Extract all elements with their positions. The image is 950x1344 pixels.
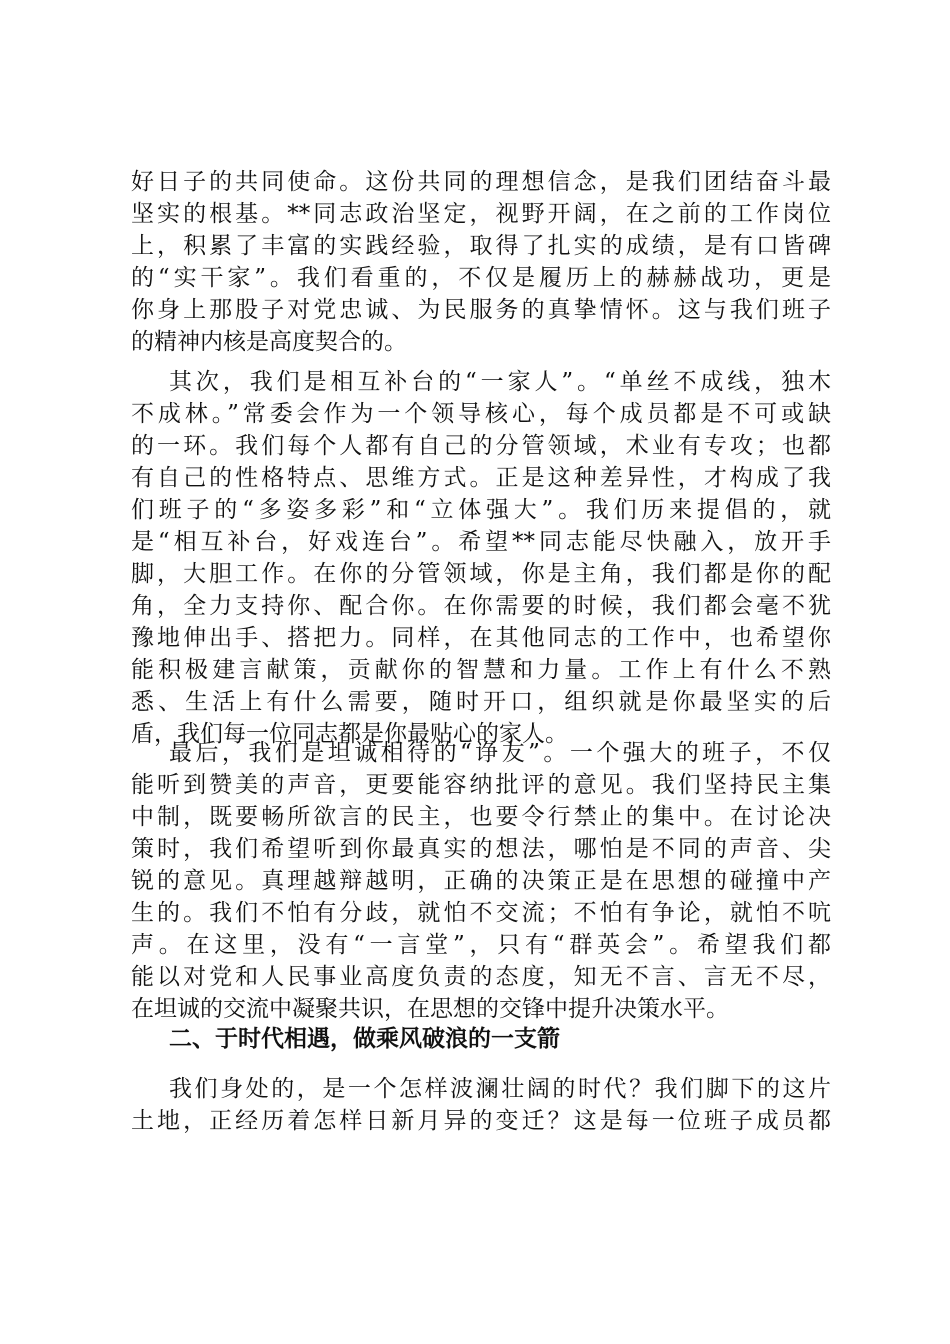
paragraph-line: 在坦诚的交流中凝聚共识，在思想的交锋中提升决策水平。 (131, 996, 729, 1022)
paragraph-line: 生的。我们不怕有分歧，就怕不交流；不怕有争论，就怕不吭 (131, 900, 831, 926)
paragraph-line: 你身上那股子对党忠诚、为民服务的真挚情怀。这与我们班子 (131, 297, 831, 323)
paragraph-one-family (131, 366, 831, 750)
paragraph-line: 坚实的根基。**同志政治坚定，视野开阔，在之前的工作岗位 (131, 201, 831, 227)
paragraph-line: 能听到赞美的声音，更要能容纳批评的意见。我们坚持民主集 (131, 772, 831, 798)
paragraph-shared-mission (131, 166, 831, 358)
section-heading-text: 二、于时代相遇，做乘风破浪的一支箭 (169, 1026, 560, 1052)
paragraph-line: 最后，我们是坦诚相待的“诤友”。一个强大的班子，不仅 (169, 740, 831, 766)
paragraph-line: 脚，大胆工作。在你的分管领域，你是主角，我们都是你的配 (131, 561, 831, 587)
paragraph-line: 的精神内核是高度契合的。 (131, 329, 407, 355)
paragraph-line: 是“相互补台，好戏连台”。希望**同志能尽快融入，放开手 (131, 529, 831, 555)
paragraph-line: 的“实干家”。我们看重的，不仅是履历上的赫赫战功，更是 (131, 265, 831, 291)
paragraph-line: 能以对党和人民事业高度负责的态度，知无不言、言无不尽， (131, 964, 831, 990)
paragraph-line: 悉、生活上有什么需要，随时开口，组织就是你最坚实的后 (131, 689, 831, 715)
paragraph-line: 上，积累了丰富的实践经验，取得了扎实的成绩，是有口皆碑 (131, 233, 831, 259)
paragraph-line: 中制，既要畅所欲言的民主，也要令行禁止的集中。在讨论决 (131, 804, 831, 830)
paragraph-line: 锐的意见。真理越辩越明，正确的决策正是在思想的碰撞中产 (131, 868, 831, 894)
paragraph-line: 的一环。我们每个人都有自己的分管领域，术业有专攻；也都 (131, 433, 831, 459)
paragraph-line: 其次，我们是相互补台的“一家人”。“单丝不成线，独木 (169, 369, 831, 395)
section-heading (131, 1023, 831, 1055)
paragraph-line: 策时，我们希望听到你最真实的想法，哪怕是不同的声音、尖 (131, 836, 831, 862)
paragraph-line: 豫地伸出手、搭把力。同样，在其他同志的工作中，也希望你 (131, 625, 831, 651)
paragraph-candid-friends (131, 737, 831, 1025)
paragraph-line: 土地，正经历着怎样日新月异的变迁？这是每一位班子成员都 (131, 1108, 831, 1134)
paragraph-line: 声。在这里，没有“一言堂”，只有“群英会”。希望我们都 (131, 932, 831, 958)
paragraph-line: 我们身处的，是一个怎样波澜壮阔的时代？我们脚下的这片 (169, 1076, 831, 1102)
paragraph-era (131, 1073, 831, 1137)
paragraph-line: 好日子的共同使命。这份共同的理想信念，是我们团结奋斗最 (131, 169, 831, 195)
paragraph-line: 不成林。”常委会作为一个领导核心，每个成员都是不可或缺 (131, 401, 831, 427)
paragraph-line: 有自己的性格特点、思维方式。正是这种差异性，才构成了我 (131, 465, 831, 491)
paragraph-line: 盾，我们每一位同志都是你最贴心的家人。 (131, 721, 568, 747)
paragraph-line: 角，全力支持你、配合你。在你需要的时候，我们都会毫不犹 (131, 593, 831, 619)
paragraph-line: 能积极建言献策，贡献你的智慧和力量。工作上有什么不熟 (131, 657, 831, 683)
paragraph-line: 们班子的“多姿多彩”和“立体强大”。我们历来提倡的，就 (131, 497, 831, 523)
